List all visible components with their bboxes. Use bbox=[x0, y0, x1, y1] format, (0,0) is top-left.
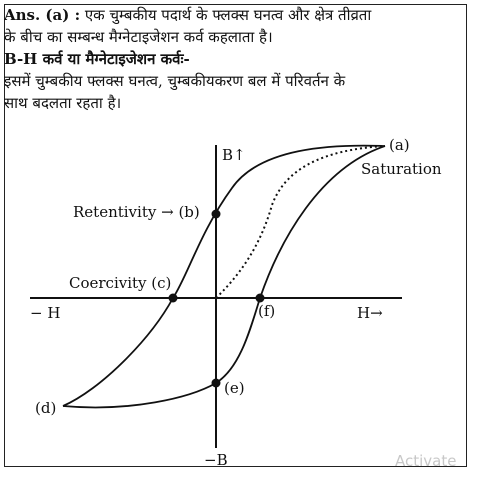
point-c-coercivity bbox=[169, 294, 178, 303]
b-axis-label-positive: B↑ bbox=[222, 146, 246, 164]
label-d: (d) bbox=[35, 399, 57, 417]
label-a: (a) bbox=[389, 136, 410, 154]
answer-text-line-1: एक चुम्बकीय पदार्थ के फ्लक्स घनत्व और क्षेत्र तीव्रता bbox=[84, 6, 372, 24]
label-retentivity: Retentivity → (b) bbox=[73, 203, 200, 221]
answer-label: Ans. (a) : bbox=[4, 6, 81, 24]
label-f: (f) bbox=[258, 302, 276, 320]
paragraph-line-2: साथ बदलता रहता है। bbox=[4, 94, 122, 112]
point-b-retentivity bbox=[212, 210, 221, 219]
b-axis-label-negative: −B bbox=[204, 451, 228, 469]
section-heading: B-H कर्व या मैग्नेटाइजेशन कर्वः- bbox=[4, 50, 190, 68]
activation-watermark: Activate bbox=[395, 452, 457, 470]
label-coercivity: Coercivity (c) bbox=[69, 274, 172, 292]
point-e bbox=[212, 379, 221, 388]
label-saturation: Saturation bbox=[361, 160, 442, 178]
answer-text-line-2: के बीच का सम्बन्ध मैग्नेटाइजेशन कर्व कहलाता है। bbox=[4, 28, 273, 46]
label-e: (e) bbox=[224, 379, 245, 397]
h-axis-label-positive: H→ bbox=[357, 304, 383, 322]
h-axis-label-negative: − H bbox=[30, 304, 61, 322]
initial-magnetization-curve bbox=[216, 146, 385, 298]
paragraph-line-1: इसमें चुम्बकीय फ्लक्स घनत्व, चुम्बकीयकरण बल में परिवर्तन के bbox=[4, 72, 346, 90]
